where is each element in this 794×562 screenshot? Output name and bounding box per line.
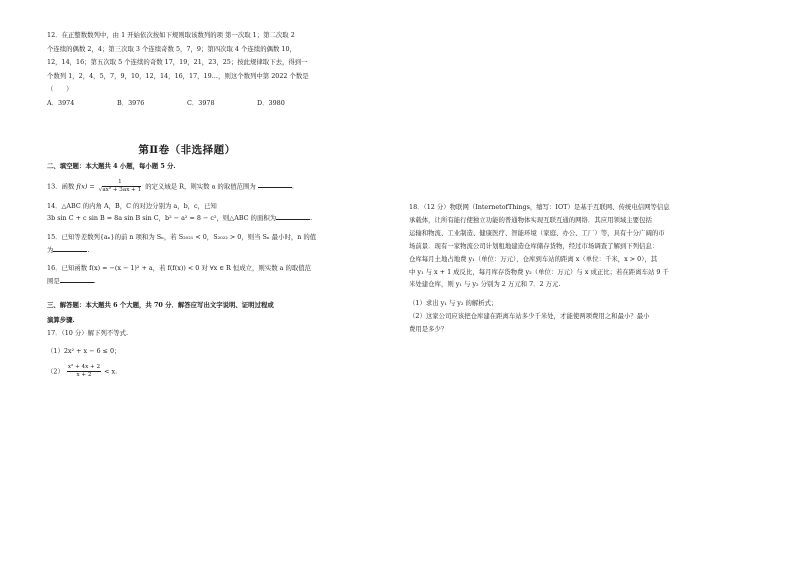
q17-denominator: x + 2: [76, 371, 92, 378]
q12-line-1: 12．在正整数数列中，由 1 开始依次按如下规则取该数列的项 第一次取 1；第二次取 2: [47, 31, 295, 39]
q14-line-1: 14．△ABC 的内角 A，B，C 的对边分别为 a，b，c，已知: [47, 201, 217, 210]
q12-line-2: 个连续的偶数 2，4；第三次取 3 个连续奇数 5，7，9；第四次取 4 个连续的偶数 10，: [47, 44, 296, 53]
q14-end: .: [310, 214, 313, 223]
q17-part-1: （1）2x² + x − 6 ≤ 0；: [47, 347, 121, 356]
q15-line-1: 15．已知等差数列{aₙ}的前 n 项和为 Sₙ，若 S₂₀₂₁ < 0，S₂₀₂₂ > 0，则当 Sₙ 最小时，n 的值: [47, 232, 317, 241]
q14-line-2: 3b sin C + c sin B = 8a sin B sin C，b² − a² = 8 − c²，则△ABC 的面积为: [47, 214, 277, 223]
left-column: [47, 29, 367, 379]
q13-denominator: √ax² + 3ax + 1: [98, 186, 142, 193]
q13-fraction: [98, 179, 142, 194]
q13-radicand: ax² + 3ax + 1: [102, 186, 142, 193]
q12-line-3: 12，14，16；第五次取 5 个连续的奇数 17，19，21，23，25；按此规律取下去，得到一: [47, 58, 308, 67]
q18-sub-2-line-2: 费用是多少？: [409, 325, 448, 334]
solve-header-line-2: 演算步骤.: [47, 315, 75, 324]
choice-a: A．3974: [47, 98, 75, 107]
q18-sub-1: （1）求出 y₁ 与 y₂ 的解析式；: [409, 299, 498, 308]
q16-answer-blank: [60, 275, 94, 283]
choice-d: D．3980: [257, 98, 285, 107]
q13-end: .: [291, 182, 294, 191]
q12-choices: [47, 97, 367, 110]
q18-line-1: 18．（12 分）物联网（InternetofThings，缩写：IOT）是基于互联网、传统电信网等信息: [409, 203, 670, 211]
q13-text: 的定义域是 R，则实数 a 的取值范围为: [145, 182, 256, 191]
q15-line-2: 为: [47, 245, 54, 254]
right-column: [409, 201, 727, 336]
q17-part-2-prefix: （2）: [47, 367, 64, 376]
q16-line-2: 围是: [47, 276, 60, 285]
q18-sub-2-line-1: （2）这家公司应该把仓库建在距离车站多少千米处，才能使两项费用之和最小？最小: [409, 312, 650, 321]
q13-answer-blank: [258, 180, 294, 191]
q15-end: .: [87, 245, 90, 254]
q13-function: f(x) =: [76, 182, 95, 191]
q12-line-5: （ ）: [47, 85, 73, 94]
q16-line-1: 16．已知函数 f(x) = −(x − 1)² + a，若 f(f(x)) < 0 对 ∀x ∈ R 恒成立，则实数 a 的取值范: [47, 264, 312, 273]
question-13: [47, 179, 367, 194]
q17-part-2-suffix: < x.: [104, 367, 118, 376]
fill-in-header: 二、填空题：本大题共 4 小题，每小题 5 分.: [47, 162, 176, 171]
question-17-part-2: [47, 364, 367, 379]
q15-answer-blank: [53, 244, 90, 254]
question-18: [409, 201, 727, 336]
question-16-line-2: [47, 275, 367, 288]
solve-header-line-1: 三、解答题：本大题共 6 个大题，共 70 分．解答应写出文字说明、证明过程或: [47, 301, 274, 310]
q17-title: 17．（10 分）解下列不等式.: [47, 328, 129, 337]
question-12: [47, 29, 367, 110]
q18-line-2: 承载体，让所有能行使独立功能的普通物体实现互联互通的网络．其应用领域主要包括: [409, 215, 652, 224]
q17-fraction: [67, 364, 101, 379]
question-15-line-2: [47, 244, 367, 257]
q12-line-4: 个数列 1，2，4，5，7，9，10，12，14，16，17，19…，则这个数列中第 2022 个数是: [47, 71, 309, 80]
q13-prefix: 13．函数: [47, 182, 75, 191]
q18-line-4: 场前景．现有一家物流公司计划租地建造仓库储存货物，经过市场调查了解到下列信息：: [409, 241, 659, 250]
q14-answer-blank: [276, 212, 313, 223]
q18-line-3: 运输和物流、工业制造、健康医疗、智能环境（家庭、办公、工厂）等，具有十分广阔的市: [409, 228, 665, 237]
q13-numerator: 1: [118, 178, 122, 185]
choice-c: C．3978: [187, 98, 215, 107]
question-14-line-2: [47, 212, 367, 225]
q16-end: .: [93, 276, 96, 285]
q18-line-6: 中 y₁ 与 x + 1 成反比，每月库存货物费 y₂（单位：万元）与 x 成正比；若在距离车站 9 千: [409, 267, 669, 276]
part-2-title: 第Ⅱ卷（非选择题）: [138, 143, 236, 156]
choice-b: B．3976: [117, 98, 145, 107]
q17-numerator: x² + 4x + 2: [67, 363, 101, 370]
q18-line-7: 米处建仓库，则 y₁ 与 y₂ 分别为 2 万元和 7．2 万元.: [409, 280, 561, 289]
q18-line-5: 仓库每月土地占地费 y₁（单位：万元），仓库到车站的距离 x（单位：千米，x > 0），其: [409, 254, 658, 263]
